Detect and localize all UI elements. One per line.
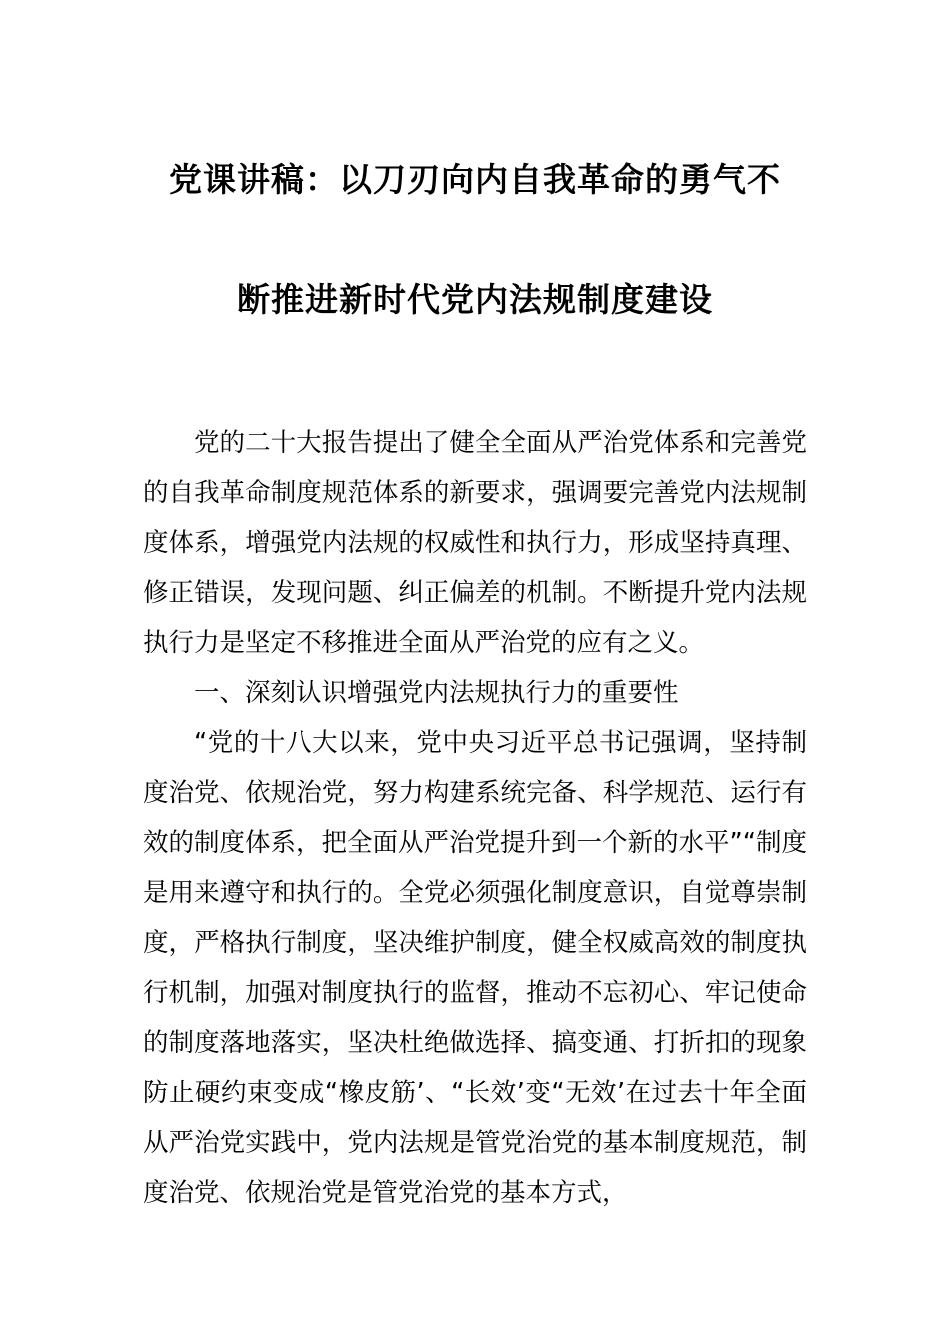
document-title-line-2: 断推进新时代党内法规制度建设 — [237, 280, 713, 319]
section-heading-1: 一、深刻认识增强党内法规执行力的重要性 — [194, 678, 679, 708]
document-body — [143, 418, 807, 1218]
paragraph-intro: 党的二十大报告提出了健全全面从严治党体系和完善党的自我革命制度规范体系的新要求，强调要完善党内法规制度体系，增强党内法规的权威性和执行力，形成坚持真理、修正错误，发现问题、纠正偏差的机制。不断提升党内法规执行力是坚定不移推进全面从严治党的应有之义。 — [143, 428, 807, 658]
document-title-line-1: 党课讲稿：以刀刃向内自我革命的勇气不 — [169, 160, 781, 199]
paragraph-quote: “党的十八大以来，党中央习近平总书记强调，坚持制度治党、依规治党，努力构建系统完备、科学规范、运行有效的制度体系，把全面从严治党提升到一个新的水平”“制度是用来遵守和执行的。全党必须强化制度意识，自觉尊崇制度，严格执行制度，坚决维护制度，健全权威高效的制度执行机制，加强对制度执行的监督，推动不忘初心、牢记使命的制度落地落实，坚决杜绝做选择、搞变通、打折扣的现象防止硬约束变成“橡皮筋’、“长效’变“无效’在过去十年全面从严治党实践中，党内法规是管党治党的基本制度规范，制度治党、依规治党是管党治党的基本方式， — [143, 728, 807, 1208]
